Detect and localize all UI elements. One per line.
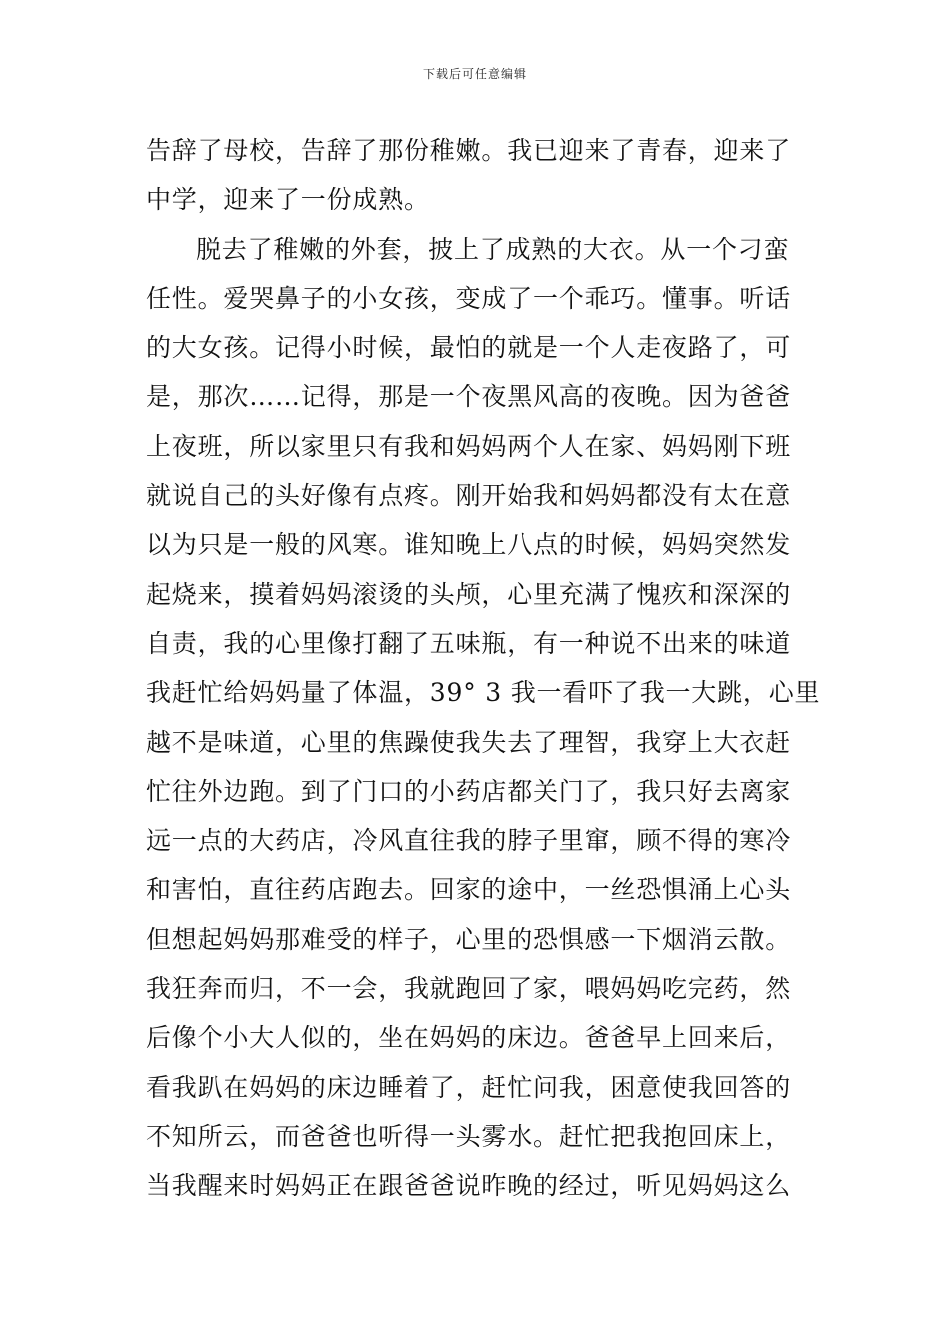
text-line: 我狂奔而归，不一会，我就跑回了家，喂妈妈吃完药，然: [146, 974, 792, 1004]
text-line: 中学，迎来了一份成熟。: [146, 185, 430, 215]
text-line: 起烧来，摸着妈妈滚烫的头颅，心里充满了愧疚和深深的: [146, 579, 792, 609]
page-header: 下载后可任意编辑: [422, 67, 527, 81]
text-line: 的大女孩。记得小时候，最怕的就是一个人走夜路了，可: [146, 333, 792, 363]
text-line: 是，那次……记得，那是一个夜黑风高的夜晚。因为爸爸: [146, 382, 792, 412]
text-line: 和害怕，直往药店跑去。回家的途中，一丝恐惧涌上心头: [146, 875, 792, 905]
text-line: 任性。爱哭鼻子的小女孩，变成了一个乖巧。懂事。听话: [146, 283, 792, 313]
text-line: 越不是味道，心里的焦躁使我失去了理智，我穿上大衣赶: [146, 727, 792, 757]
text-line: 后像个小大人似的，坐在妈妈的床边。爸爸早上回来后，: [146, 1023, 792, 1053]
text-line: 看我趴在妈妈的床边睡着了，赶忙问我，困意使我回答的: [146, 1072, 792, 1102]
paragraph-first-line: 脱去了稚嫩的外套，披上了成熟的大衣。从一个刁蛮: [196, 234, 790, 264]
text-line: 远一点的大药店，冷风直往我的脖子里窜，顾不得的寒冷: [146, 826, 792, 856]
text-line: 当我醒来时妈妈正在跟爸爸说昨晚的经过，听见妈妈这么: [146, 1171, 792, 1201]
text-line: 上夜班，所以家里只有我和妈妈两个人在家、妈妈刚下班: [146, 431, 792, 461]
text-line: 我赶忙给妈妈量了体温，39° 3 我一看吓了我一大跳，心里: [146, 678, 821, 708]
text-line: 告辞了母校，告辞了那份稚嫩。我已迎来了青春，迎来了: [146, 136, 792, 165]
text-line: 就说自己的头好像有点疼。刚开始我和妈妈都没有太在意: [146, 481, 792, 511]
text-line: 以为只是一般的风寒。谁知晚上八点的时候，妈妈突然发: [146, 530, 792, 560]
text-line: 忙往外边跑。到了门口的小药店都关门了，我只好去离家: [146, 776, 792, 806]
text-line: 自责，我的心里像打翻了五味瓶，有一种说不出来的味道: [146, 628, 792, 658]
text-line: 但想起妈妈那难受的样子，心里的恐惧感一下烟消云散。: [146, 924, 792, 954]
text-line: 不知所云，而爸爸也听得一头雾水。赶忙把我抱回床上，: [146, 1121, 792, 1151]
body-text: [146, 126, 821, 1211]
